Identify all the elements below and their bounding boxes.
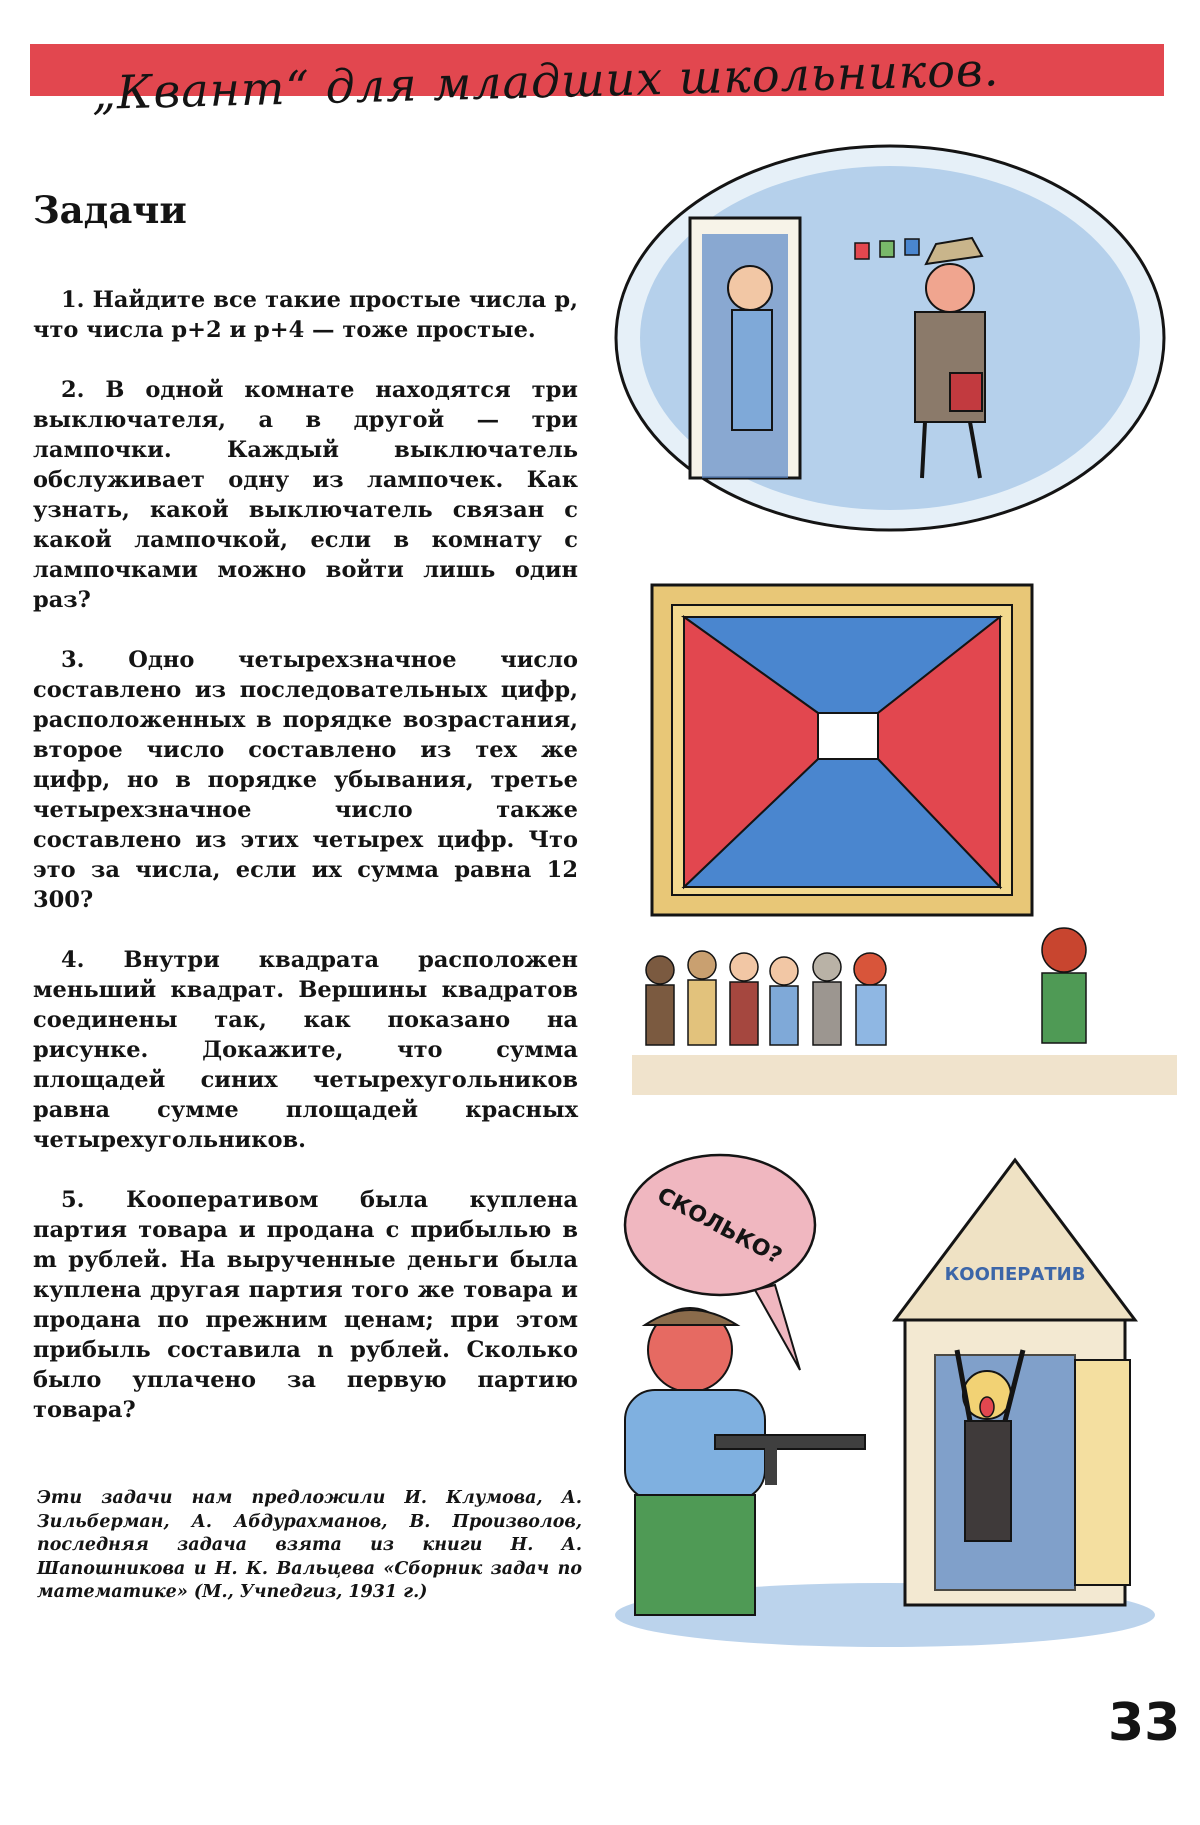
illustration-doorway xyxy=(610,138,1170,538)
header-banner xyxy=(30,42,1164,120)
painting-figure xyxy=(684,617,1000,887)
illustration-cooperative xyxy=(605,1145,1170,1650)
problem-number: 2. xyxy=(61,377,85,403)
problem-number: 4. xyxy=(61,947,85,973)
problem-number: 5. xyxy=(61,1187,85,1213)
problem-text: В одной комнате находятся три выключателя, а в другой — три лампочки. Каждый выключатель обслуживает одну из лампочек. Как узнать, какой выключатель связан с какой лампочкой, если в комнату с лампочками можно войти лишь один раз? xyxy=(33,377,578,613)
problem-3 xyxy=(33,645,578,915)
speech-text: СКОЛЬКО? xyxy=(652,1183,786,1270)
problem-4 xyxy=(33,945,578,1155)
problem-text: Найдите все такие простые числа p, что числа p+2 и p+4 — тоже простые. xyxy=(33,287,578,343)
sign-text: КООПЕРАТИВ xyxy=(944,1264,1086,1285)
problem-text: Кооперативом была куплена партия товара и продана с прибылью в m рублей. На вырученные деньги была куплена другая партия того же товара и продана по прежним ценам; при этом прибыль составила n рублей. Сколько было уплачено за первую партию товара? xyxy=(33,1187,578,1423)
problem-text: Одно четырехзначное число составлено из последовательных цифр, расположенных в порядке возрастания, второе число составлено из тех же цифр, но в порядке убывания, третье четырехзначное число также составлено из этих четырех цифр. Что это за числа, если их сумма равна 12 300? xyxy=(33,647,578,913)
problem-1 xyxy=(33,285,578,345)
illustration-painting xyxy=(632,575,1177,1100)
problem-number: 3. xyxy=(61,647,85,673)
problem-number: 1. xyxy=(61,287,85,313)
page-title: Задачи xyxy=(33,188,187,232)
page-number: 33 xyxy=(1108,1693,1181,1753)
problem-list xyxy=(33,285,578,1455)
credits-note: Эти задачи нам предложили И. Клумова, А. Зильберман, А. Абдурахманов, В. Произволов, последняя задача взята из книги Н. А. Шапошникова и Н. К. Вальцева «Сборник задач по математике» (М., Учпедгиз, 1931 г.) xyxy=(37,1488,582,1602)
problem-5 xyxy=(33,1185,578,1425)
banner-title: „Квант“ для младших школьников. xyxy=(91,42,1000,120)
problem-2 xyxy=(33,375,578,615)
problem-text: Внутри квадрата расположен меньший квадрат. Вершины квадратов соединены так, как показано на рисунке. Докажите, что сумма площадей синих четырехугольников равна сумме площадей красных четырехугольников. xyxy=(33,947,578,1153)
